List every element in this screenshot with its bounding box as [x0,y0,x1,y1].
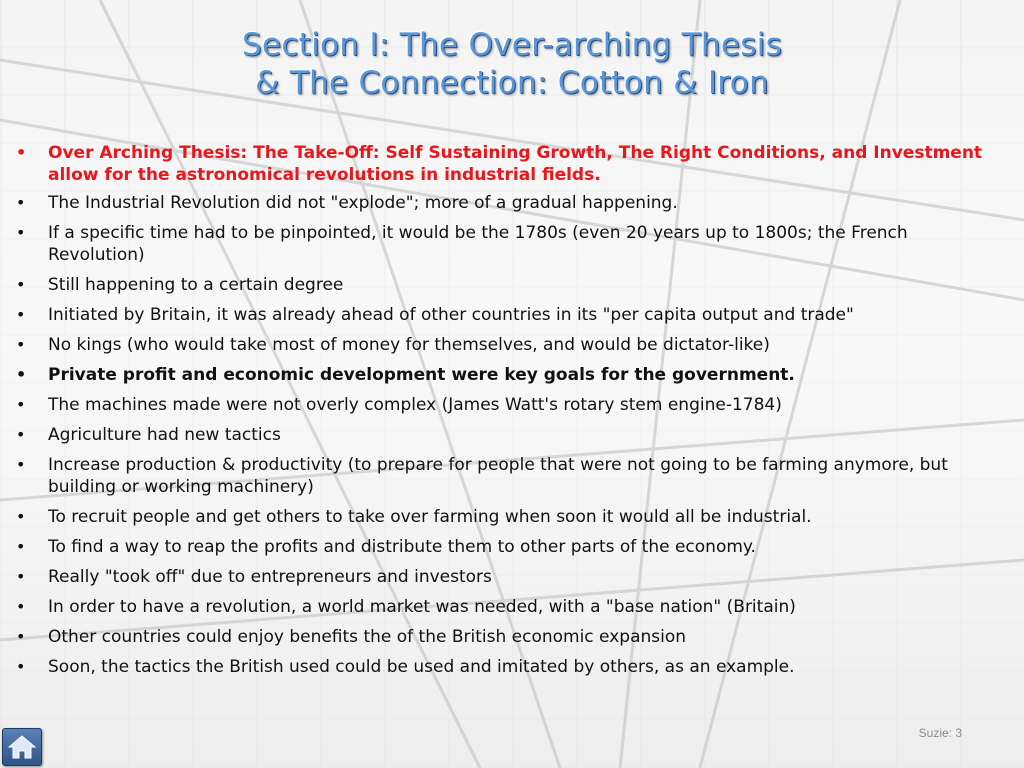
bullet-item [12,304,1008,326]
bullet-dot: • [16,567,26,586]
bullet-item [12,596,1008,618]
bullet-text: If a specific time had to be pinpointed, it would be the 1780s (even 20 years up to 1800s; the French Revolution) [48,223,908,265]
bullet-item [12,566,1008,588]
bullet-text: In order to have a revolution, a world market was needed, with a "base nation" (Britain) [48,597,796,617]
bullet-text: Agriculture had new tactics [48,425,281,445]
bullet-item [12,394,1008,416]
bullet-text: Other countries could enjoy benefits the of the British economic expansion [48,627,687,647]
bullet-item [12,192,1008,214]
bullet-dot: • [16,365,27,384]
bullet-item [12,454,1008,498]
bullet-item [12,536,1008,558]
bullet-list [12,142,1008,686]
bullet-item [12,626,1008,648]
bullet-text: Really "took off" due to entrepreneurs and investors [48,567,492,587]
slide-title-line-2: & The Connection: Cotton & Iron [255,65,769,101]
bullet-text: Private profit and economic development were key goals for the government. [48,365,795,385]
bullet-dot: • [16,223,26,242]
bullet-dot: • [16,193,26,212]
bullet-item [12,334,1008,356]
bullet-dot: • [16,395,26,414]
bullet-dot: • [16,335,26,354]
bullet-item [12,506,1008,528]
bullet-item [12,656,1008,678]
bullet-text: Soon, the tactics the British used could be used and imitated by others, as an example. [48,657,795,677]
bullet-text: To recruit people and get others to take over farming when soon it would all be industrial. [48,507,812,527]
bullet-dot: • [16,507,26,526]
bullet-dot: • [16,425,26,444]
slide-title [0,26,1024,102]
bullet-text: Initiated by Britain, it was already ahead of other countries in its "per capita output and trade" [48,305,854,325]
bullet-text: Increase production & productivity (to prepare for people that were not going to be farming anymore, but building or working machinery) [48,455,948,497]
slide-footer: Suzie: 3 [918,726,962,740]
bullet-dot: • [16,305,26,324]
bullet-text: To find a way to reap the profits and distribute them to other parts of the economy. [48,537,756,557]
bullet-text: The Industrial Revolution did not "explode"; more of a gradual happening. [48,193,678,213]
bullet-text: Still happening to a certain degree [48,275,344,295]
bullet-dot: • [16,275,26,294]
bullet-item [12,364,1008,386]
home-button[interactable] [2,728,42,766]
bullet-dot: • [16,657,26,676]
bullet-dot: • [16,627,26,646]
bullet-text: No kings (who would take most of money for themselves, and would be dictator-like) [48,335,770,355]
home-icon [7,733,37,761]
bullet-item [12,274,1008,296]
bullet-dot: • [16,597,26,616]
slide-title-line-1: Section I: The Over-arching Thesis [241,27,783,63]
bullet-item [12,142,1008,186]
bullet-text: The machines made were not overly complex (James Watt's rotary stem engine-1784) [48,395,782,415]
bullet-dot: • [16,537,26,556]
bullet-text: Over Arching Thesis: The Take-Off: Self Sustaining Growth, The Right Conditions, and Investment allow for the astronomical revolutions in industrial fields. [48,143,983,185]
bullet-item [12,424,1008,446]
bullet-dot: • [16,455,26,474]
bullet-dot: • [16,143,27,162]
bullet-item [12,222,1008,266]
